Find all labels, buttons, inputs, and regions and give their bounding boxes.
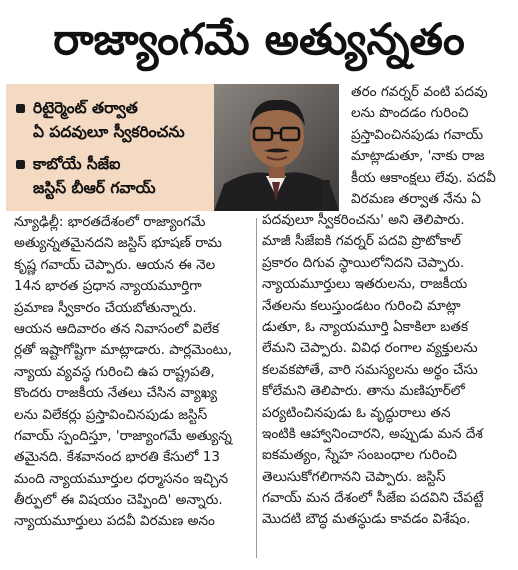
column-divider [256,218,257,558]
body-line: విరమణ తర్వాత నేను ఏ [351,190,481,207]
body-line: 14న భారత ప్రధాన న్యాయమూర్తిగా [14,278,202,295]
highlight-text [33,96,185,144]
body-line: అత్యున్నతమైనదని జస్టిస్ భూషణ్ రామ [14,235,222,252]
body-line: ప్రకారం దిగువ స్థాయిలోనిదని చెప్పారు. [262,254,465,271]
body-line: నేతలను కలుస్తుండటం గురించి మాట్లా [262,297,461,314]
highlight-text [33,152,156,200]
body-line: లను విలేకర్లు ప్రస్తావించినపుడు జస్టిస్ [14,406,208,423]
body-line: న్యూఢిల్లీ: భారతదేశంలో రాజ్యాంగమే [14,214,206,230]
body-line: తీర్పులో ఈ విషయం చెప్పింది' అన్నారు. [14,492,223,509]
body-line: పదవులూ స్వీకరించను' అని తెలిపారు. [262,212,465,228]
square-bullet-icon [16,160,25,169]
body-line: ఐకమత్యం, స్నేహ సంబంధాల గురించి [262,447,457,464]
body-line: మంది న్యాయమూర్తుల ధర్మాసనం ఇచ్చిన [14,470,229,487]
body-line: తరం గవర్నర్ వంటి పదవు [351,84,488,100]
body-line: న్యాయమూర్తులు ఇతరులను, రాజకీయ [262,276,468,293]
right-column-top [351,82,512,210]
body-line: తమైనది. కేశవానంద భారతి కేసులో 13 [14,449,221,466]
highlight-item [16,152,208,200]
body-line: తెలుసుకోగలిగానని చెప్పారు. జస్టిస్ [262,468,446,485]
portrait-photo [214,84,339,211]
left-column [14,212,251,533]
highlight-line: రిటైర్మెంట్ తర్వాత [33,99,138,117]
highlights-box [6,84,214,211]
highlight-line: ఏ పదవులూ స్వీకరించను [33,123,185,141]
body-line: న్యాయ వ్యవస్థ గురించి ఉప రాష్ట్రపతి, [14,363,215,380]
body-line: ప్రస్తావించినపుడు గవాయ్ [351,126,484,143]
body-line: గవాయ్ స్పందిస్తూ, 'రాజ్యాంగమే అత్యున్న [14,427,232,444]
body-line: మాట్లాడుతూ, 'నాకు రాజ [351,148,485,165]
body-line: ర్లతో ఇష్టాగోష్టిగా మాట్లాడారు. పార్లమెంటు, [14,342,233,359]
headline: రాజ్యాంగమే అత్యున్నతం [53,15,465,65]
highlight-line: కాబోయే సీజేఐ [33,155,121,173]
portrait-illustration [214,84,339,211]
body-line: మొదటి బౌద్ధ మతస్థుడు కావడం విశేషం. [262,511,471,528]
body-line: న్యాయమూర్తులు పదవీ విరమణ అనం [14,513,215,530]
body-line: కోలేమని తెలిపారు. తాను మణిపూర్‌లో [262,383,465,400]
body-line: కీయ ఆకాంక్షలు లేవు. పదవీ [351,169,496,186]
body-line: గవాయ్ మన దేశంలో సీజేఐ పదవిని చేపట్టే [262,490,484,507]
body-line: కొందరు రాజకీయ నేతలు చేసిన వ్యాఖ్య [14,385,218,402]
body-line: ప్రమాణ స్వీకారం చేయబోతున్నారు. [14,299,197,316]
body-line: మాజీ సీజేఐకి గవర్నర్ పదవి ప్రొటోకాల్ [262,233,461,250]
right-column-bottom [262,210,512,531]
body-line: పర్యటించినపుడు ఓ వృద్ధురాలు తన [262,404,451,421]
highlight-item [16,96,208,144]
highlight-line: జస్టిస్ బీఆర్ గవాయ్ [33,179,156,197]
body-line: కృష్ణ గవాయ్ చెప్పారు. ఆయన ఈ నెల [14,256,216,273]
body-line: ఆయన ఆదివారం తన నివాసంలో విలేక [14,320,220,337]
body-line: ఇంటికి ఆహ్వానించారని, అప్పుడు మన దేశ [262,425,483,442]
body-line: డుతూ, ఓ న్యాయమూర్తి ఏకాకిలా బతక [262,318,469,335]
body-line: లేమని చెప్పారు. వివిధ రంగాల వ్యక్తులను [262,340,478,357]
square-bullet-icon [16,104,25,113]
body-line: కలవకపోతే, వారి సమస్యలను అర్థం చేసు [262,361,478,378]
body-line: లను పొందడం గురించి [351,105,469,122]
